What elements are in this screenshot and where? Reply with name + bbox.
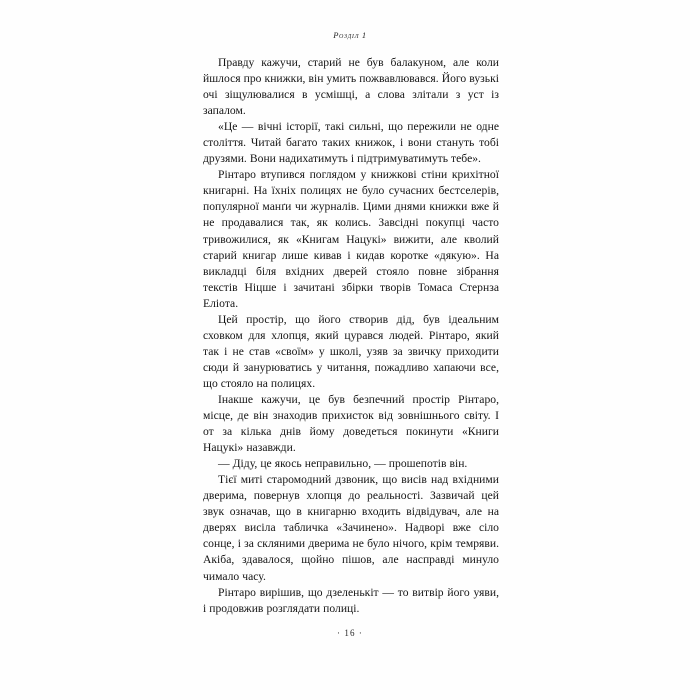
- paragraph: Тієї миті старомодний дзвоник, що висів над вхідними дверима, повернув хлопця до реальності. Зазвичай цей звук означав, що в книгарню входить відвідувач, але на дверях висіла табличка «Зачинено». Надворі вже сіло сонце, і за скляними дверима не було нічого, крім темряви. Акіба, здавалося, щойно пішов, але насправді минуло чимало часу.: [203, 473, 499, 583]
- paragraph: Цей простір, що його створив дід, був ідеальним сховком для хлопця, який цурався людей. Рінтаро, який так і не став «своїм» у школі, узяв за звичку приходити сюди й занурюватись у читання, пожадливо хапаючи все, що стояло на полицях.: [203, 312, 499, 390]
- paragraph: «Це — вічні історії, такі сильні, що пережили не одне століття. Читай багато таких книжок, і вони стануть тобі друзями. Вони надихатимуть і підтримуватимуть тебе».: [203, 120, 499, 166]
- paragraph: Інакше кажучи, це був безпечний простір Рінтаро, місце, де він знаходив прихисток від зовнішнього світу. І от за кілька днів йому доведеться покинути «Книги Нацукі» назавжди.: [203, 392, 499, 455]
- running-head: Розділ 1: [333, 30, 367, 40]
- body-text-block: [203, 55, 499, 617]
- paragraph: Рінтаро вирішив, що дзеленькіт — то витвір його уяви, і продовжив розглядати полиці.: [203, 585, 499, 615]
- page-number: · 16 ·: [336, 628, 364, 638]
- paragraph: Правду кажучи, старий не був балакуном, але коли йшлося про книжки, він умить пожвавлювався. Його вузькі очі зіщулювалися в усмішці, а слова злітали з уст із запалом.: [203, 56, 499, 118]
- paragraph: Рінтаро втупився поглядом у книжкові стіни крихітної книгарні. На їхніх полицях не було сучасних бестселерів, популярної манґи чи журналів. Цими днями книжки вже й не продавалися так, як колись. Завсідні покупці часто тривожилися, як «Книгам Нацукі» вижити, але кволий старий книгар лише кивав і кидав коротке «дякую». На викладці біля вхідних дверей стояло повне зібрання текстів Ніцше і зачитані збірки творів Томаса Стернза Еліота.: [203, 168, 499, 310]
- paragraph-dialogue: — Діду, це якось неправильно, — прошепотів він.: [218, 457, 468, 471]
